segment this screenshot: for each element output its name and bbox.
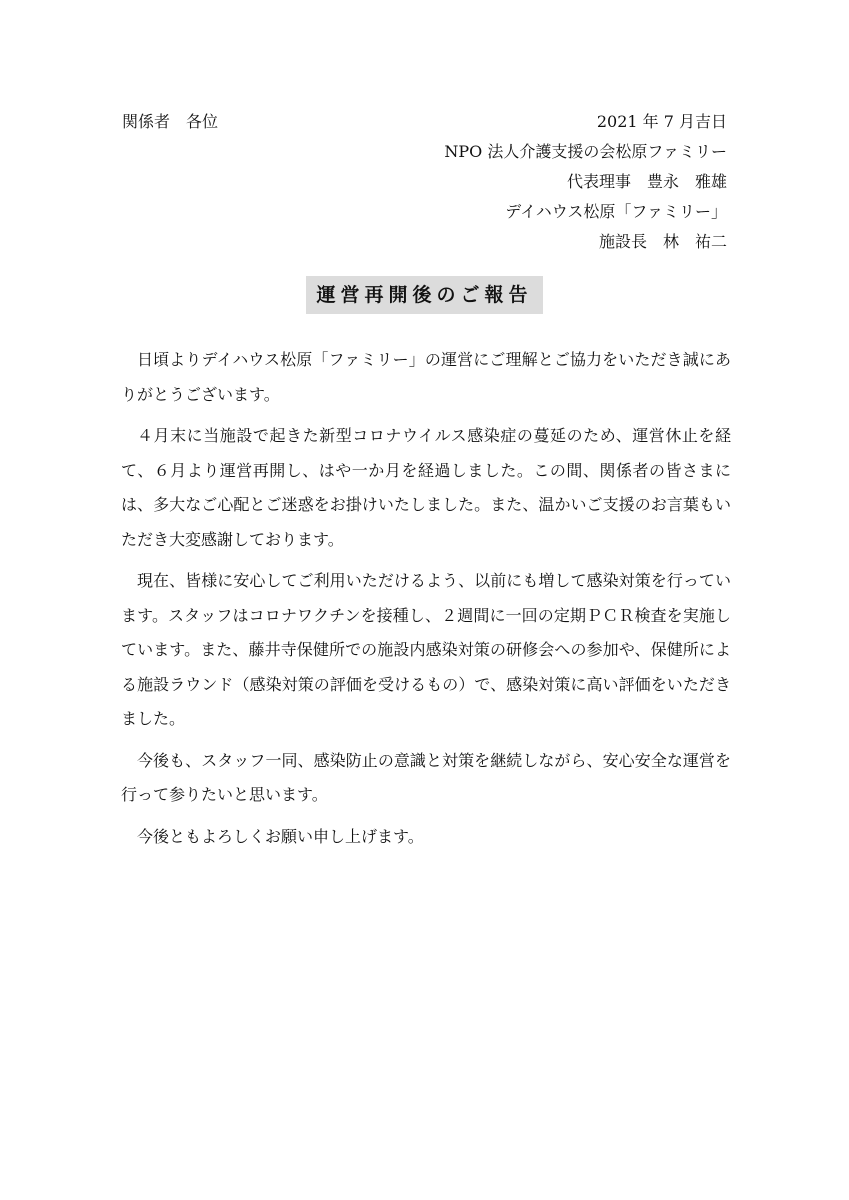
sender-block [444, 109, 727, 259]
document-title: 運営再開後のご報告 [306, 276, 542, 314]
organization-name: NPO 法人介護支援の会松原ファミリー [444, 142, 727, 161]
director-name: 施設長 林 祐二 [598, 232, 727, 251]
paragraph-greeting: 日頃よりデイハウス松原「ファミリー」の運営にご理解とご協力をいただき誠にありがとうございます。 [121, 350, 731, 404]
title-wrapper [0, 276, 849, 314]
paragraph-commitment: 今後も、スタッフ一同、感染防止の意識と対策を継続しながら、安心安全な運営を行って参りたいと思います。 [121, 750, 731, 804]
addressee: 関係者 各位 [122, 112, 219, 131]
document-body [121, 343, 731, 861]
date: 2021 年 7 月吉日 [596, 112, 727, 131]
facility-name: デイハウス松原「ファミリー」 [505, 202, 727, 221]
paragraph-background: ４月末に当施設で起きた新型コロナウイルス感染症の蔓延のため、運営休止を経て、６月より運営再開し、はや一か月を経過しました。この間、関係者の皆さまには、多大なご心配とご迷惑をお掛けいたしました。また、温かいご支援のお言葉もいただき大変感謝しております。 [121, 426, 731, 549]
paragraph-closing: 今後ともよろしくお願い申し上げます。 [137, 826, 424, 846]
representative-name: 代表理事 豊永 雅雄 [566, 172, 727, 191]
paragraph-measures: 現在、皆様に安心してご利用いただけるよう、以前にも増して感染対策を行っています。スタッフはコロナワクチンを接種し、２週間に一回の定期ＰＣＲ検査を実施しています。また、藤井寺保健所での施設内感染対策の研修会への参加や、保健所による施設ラウンド（感染対策の評価を受けるもの）で、感染対策に高い評価をいただきました。 [121, 571, 731, 728]
